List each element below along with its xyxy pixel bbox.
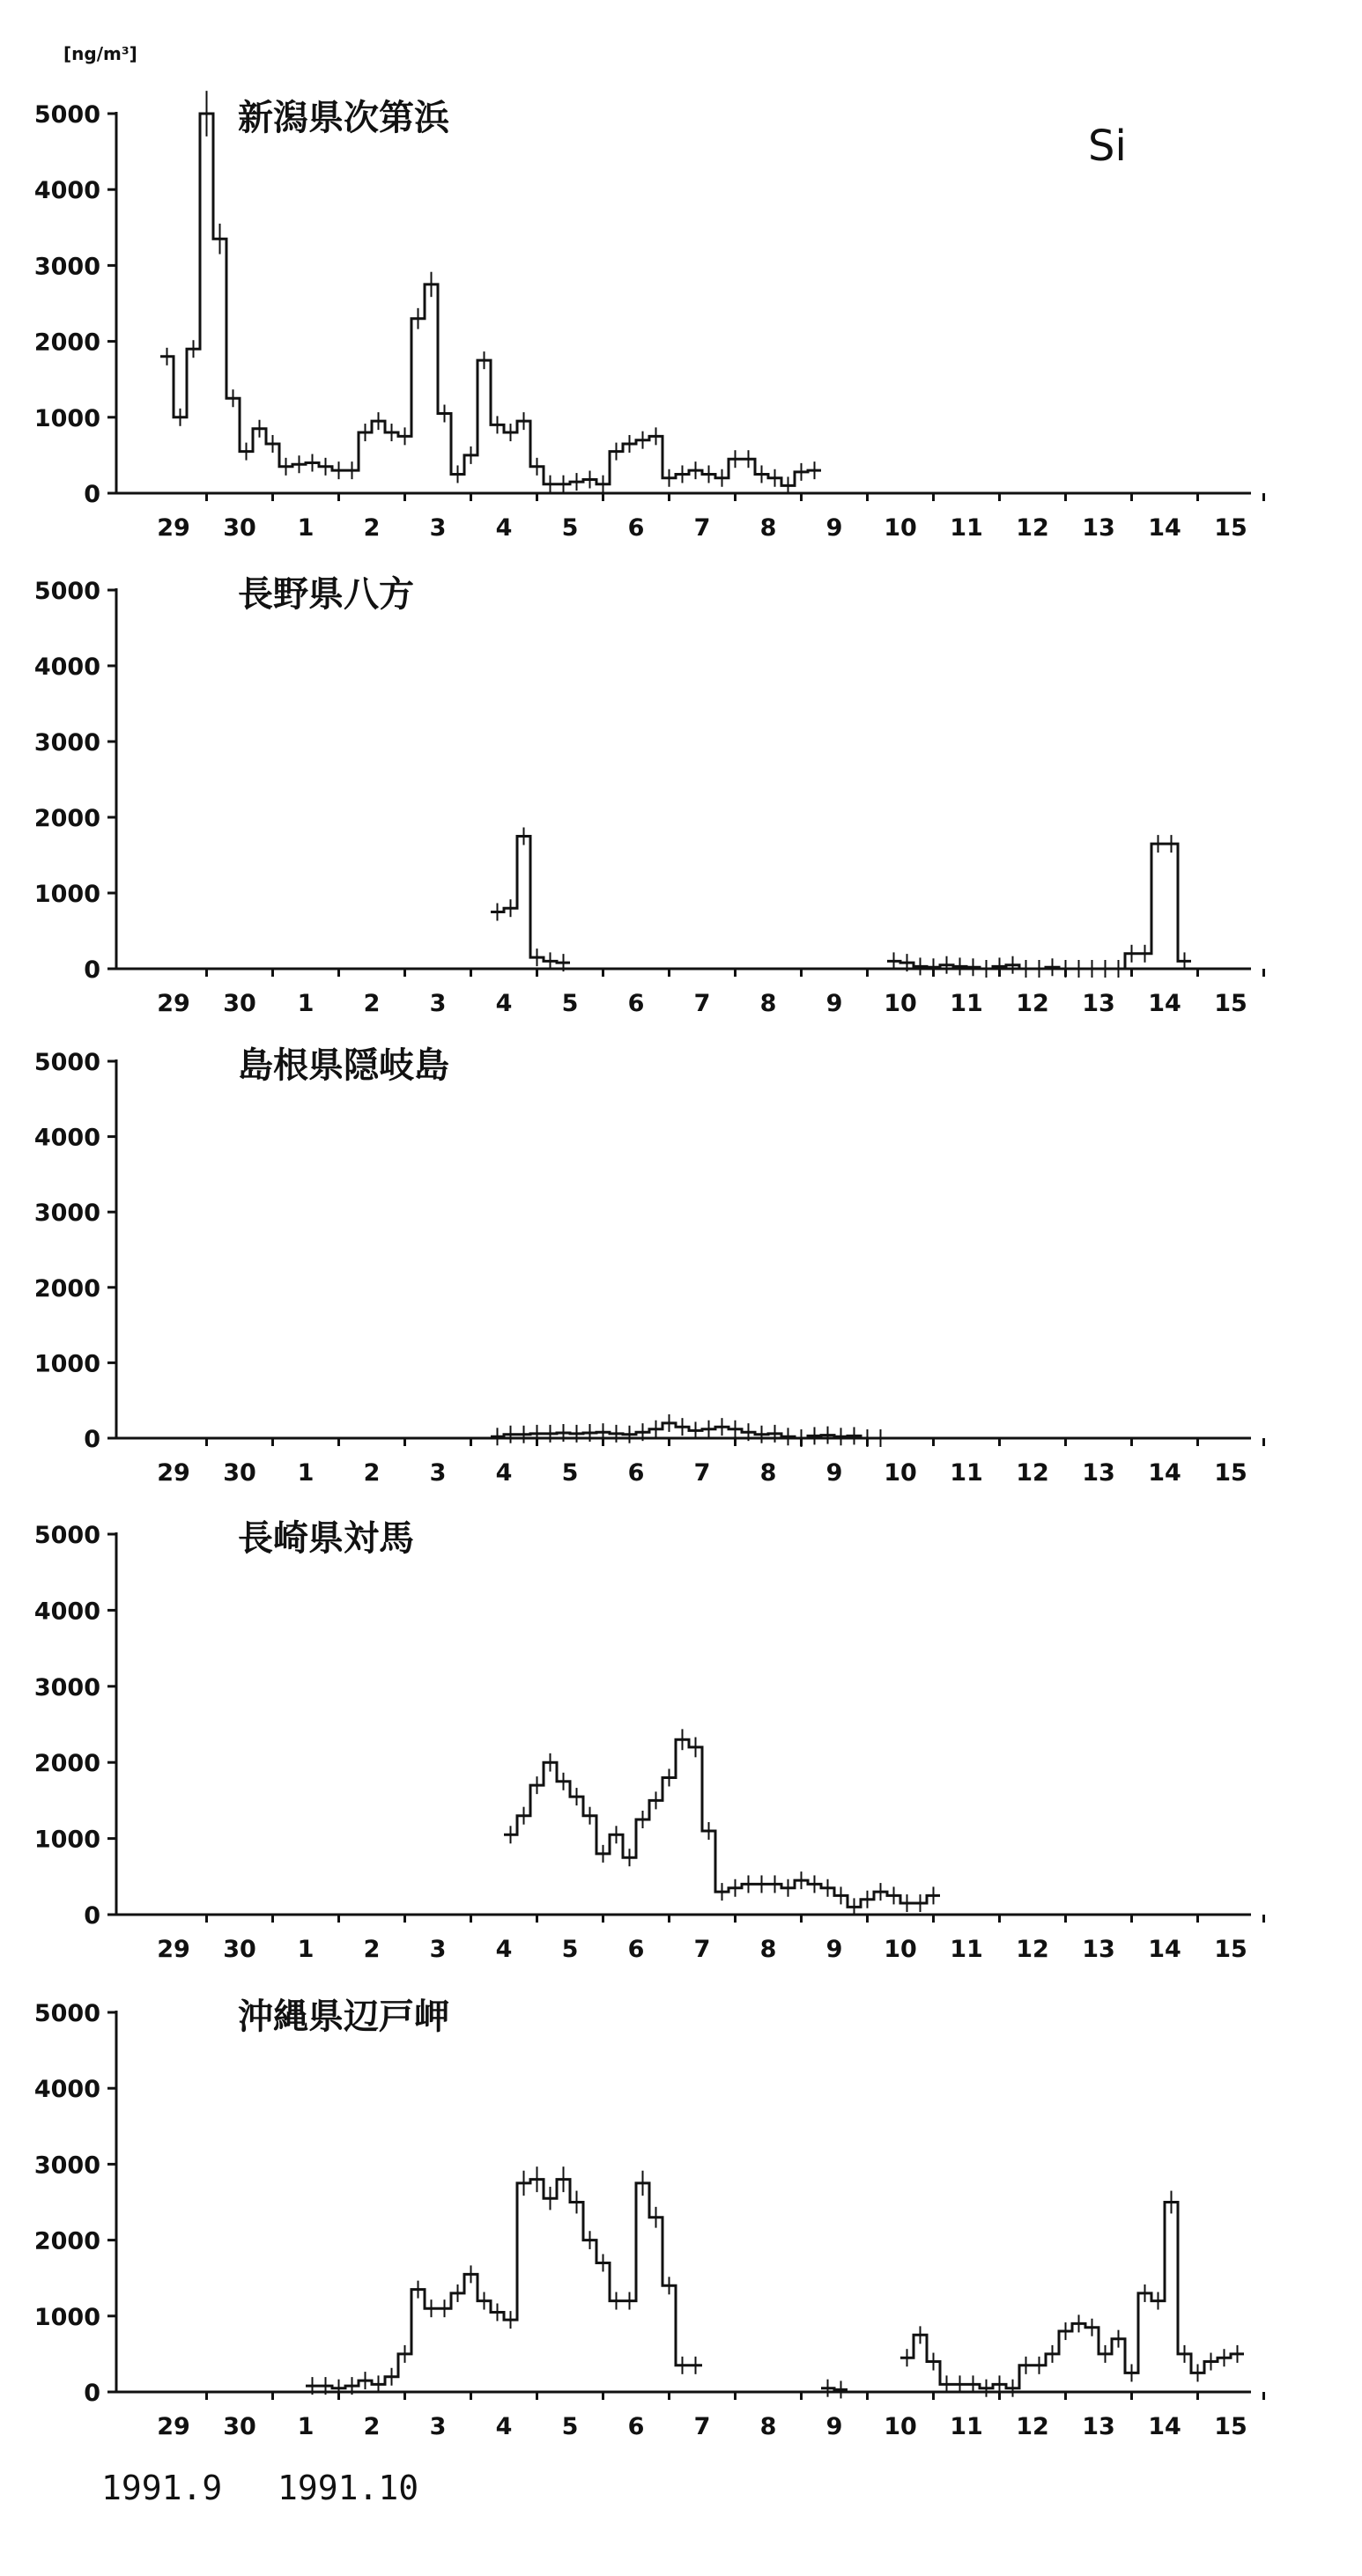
chart-panels — [34, 91, 1264, 2440]
x-tick-label: 12 — [1016, 1459, 1049, 1487]
x-tick-label: 5 — [561, 514, 579, 542]
x-tick-label: 7 — [693, 1459, 711, 1487]
x-tick-label: 29 — [157, 1936, 190, 1963]
x-tick-label: 9 — [825, 2413, 843, 2440]
y-tick-label: 2000 — [33, 805, 100, 832]
y-tick-label: 4000 — [33, 177, 100, 205]
y-tick-label: 3000 — [33, 1199, 100, 1228]
x-tick-label: 2 — [363, 514, 381, 542]
x-tick-label: 1 — [297, 514, 315, 542]
y-tick-label: 3000 — [33, 729, 100, 757]
x-tick-label: 5 — [561, 990, 579, 1017]
x-tick-label: 4 — [495, 1936, 513, 1963]
x-tick-label: 12 — [1016, 990, 1049, 1017]
x-tick-label: 9 — [825, 1936, 843, 1963]
y-tick-label: 1000 — [33, 2303, 100, 2331]
y-tick-label: 4000 — [33, 2076, 100, 2104]
x-tick-label: 5 — [561, 1459, 579, 1487]
x-tick-label: 2 — [363, 990, 381, 1017]
x-tick-label: 4 — [495, 990, 513, 1017]
panel-title: 沖縄県辺戸岬 — [238, 1997, 449, 2037]
panel-1 — [34, 91, 1264, 542]
series-line — [491, 837, 570, 963]
panel-title: 長崎県対馬 — [238, 1518, 414, 1559]
x-tick-label: 6 — [627, 514, 645, 542]
x-tick-label: 1 — [297, 2413, 315, 2440]
y-tick-label: 0 — [84, 956, 100, 984]
x-tick-label: 5 — [561, 2413, 579, 2440]
y-tick-label: 4000 — [33, 653, 100, 681]
x-tick-label: 9 — [825, 1459, 843, 1487]
y-tick-label: 5000 — [33, 578, 100, 605]
panel-title: 新潟県次第浜 — [238, 98, 449, 138]
x-tick-label: 11 — [950, 990, 983, 1017]
x-tick-label: 11 — [950, 514, 983, 542]
x-tick-label: 1 — [297, 1459, 315, 1487]
x-tick-label: 3 — [429, 2413, 447, 2440]
date-label-sep: 1991.9 — [101, 2469, 223, 2507]
y-tick-label: 1000 — [33, 1826, 100, 1854]
x-tick-label: 1 — [297, 1936, 315, 1963]
series-line — [900, 2203, 1244, 2388]
x-tick-label: 2 — [363, 1936, 381, 1963]
x-tick-label: 30 — [223, 1459, 256, 1487]
x-tick-label: 15 — [1214, 2413, 1247, 2440]
y-tick-label: 1000 — [33, 1350, 100, 1378]
y-tick-label: 5000 — [33, 101, 100, 129]
x-tick-label: 2 — [363, 1459, 381, 1487]
y-tick-label: 1000 — [33, 404, 100, 432]
x-tick-label: 11 — [950, 2413, 983, 2440]
y-tick-label: 2000 — [33, 1274, 100, 1303]
x-tick-label: 6 — [627, 990, 645, 1017]
x-tick-label: 7 — [693, 2413, 711, 2440]
x-tick-label: 14 — [1148, 1459, 1181, 1487]
x-tick-label: 14 — [1148, 990, 1181, 1017]
x-tick-label: 8 — [759, 2413, 777, 2440]
panel-2 — [34, 574, 1264, 1017]
y-tick-label: 4000 — [33, 1598, 100, 1626]
x-tick-label: 15 — [1214, 1459, 1247, 1487]
x-tick-label: 14 — [1148, 2413, 1181, 2440]
x-tick-label: 8 — [759, 990, 777, 1017]
y-tick-label: 5000 — [33, 1522, 100, 1549]
x-tick-label: 13 — [1082, 2413, 1115, 2440]
x-tick-label: 9 — [825, 990, 843, 1017]
x-tick-label: 29 — [157, 2413, 190, 2440]
x-tick-label: 8 — [759, 1459, 777, 1487]
x-tick-label: 6 — [627, 1936, 645, 1963]
x-tick-label: 3 — [429, 514, 447, 542]
y-tick-label: 0 — [84, 2380, 100, 2407]
panel-4 — [34, 1518, 1264, 1963]
x-tick-label: 12 — [1016, 514, 1049, 542]
x-tick-label: 7 — [693, 990, 711, 1017]
x-tick-label: 30 — [223, 2413, 256, 2440]
y-tick-label: 3000 — [33, 1673, 100, 1701]
x-tick-label: 4 — [495, 1459, 513, 1487]
y-tick-label: 1000 — [33, 881, 100, 908]
x-tick-label: 10 — [884, 990, 917, 1017]
x-tick-label: 30 — [223, 1936, 256, 1963]
series-line — [306, 2180, 702, 2388]
y-tick-label: 2000 — [33, 328, 100, 357]
x-tick-label: 9 — [825, 514, 843, 542]
x-tick-label: 6 — [627, 2413, 645, 2440]
x-tick-label: 10 — [884, 1459, 917, 1487]
x-tick-label: 7 — [693, 1936, 711, 1963]
y-tick-label: 2000 — [33, 2227, 100, 2255]
y-tick-label: 0 — [84, 481, 100, 508]
date-label-oct: 1991.10 — [278, 2469, 419, 2507]
x-tick-label: 3 — [429, 1459, 447, 1487]
x-tick-label: 2 — [363, 2413, 381, 2440]
x-tick-label: 29 — [157, 990, 190, 1017]
x-tick-label: 10 — [884, 1936, 917, 1963]
x-tick-label: 1 — [297, 990, 315, 1017]
x-tick-label: 15 — [1214, 514, 1247, 542]
x-tick-label: 13 — [1082, 514, 1115, 542]
element-label: Si — [1088, 122, 1127, 171]
x-tick-label: 8 — [759, 1936, 777, 1963]
x-tick-label: 13 — [1082, 990, 1115, 1017]
series-line — [160, 114, 821, 485]
x-tick-label: 12 — [1016, 1936, 1049, 1963]
x-tick-label: 10 — [884, 2413, 917, 2440]
y-tick-label: 0 — [84, 1426, 100, 1453]
y-tick-label: 5000 — [33, 2000, 100, 2027]
x-tick-label: 10 — [884, 514, 917, 542]
x-tick-label: 15 — [1214, 990, 1247, 1017]
x-tick-label: 30 — [223, 990, 256, 1017]
x-tick-label: 4 — [495, 514, 513, 542]
x-tick-label: 13 — [1082, 1459, 1115, 1487]
y-tick-label: 3000 — [33, 2152, 100, 2180]
x-tick-label: 29 — [157, 1459, 190, 1487]
y-tick-label: 2000 — [33, 1750, 100, 1778]
y-tick-label: 5000 — [33, 1049, 100, 1076]
x-tick-label: 3 — [429, 1936, 447, 1963]
x-tick-label: 14 — [1148, 514, 1181, 542]
series-line — [821, 2388, 848, 2390]
x-tick-label: 30 — [223, 514, 256, 542]
panel-3 — [34, 1045, 1264, 1487]
unit-label: [ng/m³] — [63, 43, 137, 64]
y-tick-label: 3000 — [33, 253, 100, 281]
x-tick-label: 8 — [759, 514, 777, 542]
panel-title: 長野県八方 — [238, 574, 414, 615]
x-tick-label: 12 — [1016, 2413, 1049, 2440]
panel-5 — [34, 1997, 1264, 2440]
x-tick-label: 4 — [495, 2413, 513, 2440]
panel-title: 島根県隠岐島 — [238, 1045, 449, 1086]
x-tick-label: 14 — [1148, 1936, 1181, 1963]
x-tick-label: 29 — [157, 514, 190, 542]
x-tick-label: 15 — [1214, 1936, 1247, 1963]
y-tick-label: 0 — [84, 1902, 100, 1930]
x-tick-label: 7 — [693, 514, 711, 542]
series-line — [504, 1739, 940, 1907]
x-tick-label: 5 — [561, 1936, 579, 1963]
y-tick-label: 4000 — [33, 1124, 100, 1152]
x-tick-label: 13 — [1082, 1936, 1115, 1963]
x-tick-label: 3 — [429, 990, 447, 1017]
x-tick-label: 11 — [950, 1459, 983, 1487]
x-tick-label: 11 — [950, 1936, 983, 1963]
x-tick-label: 6 — [627, 1459, 645, 1487]
